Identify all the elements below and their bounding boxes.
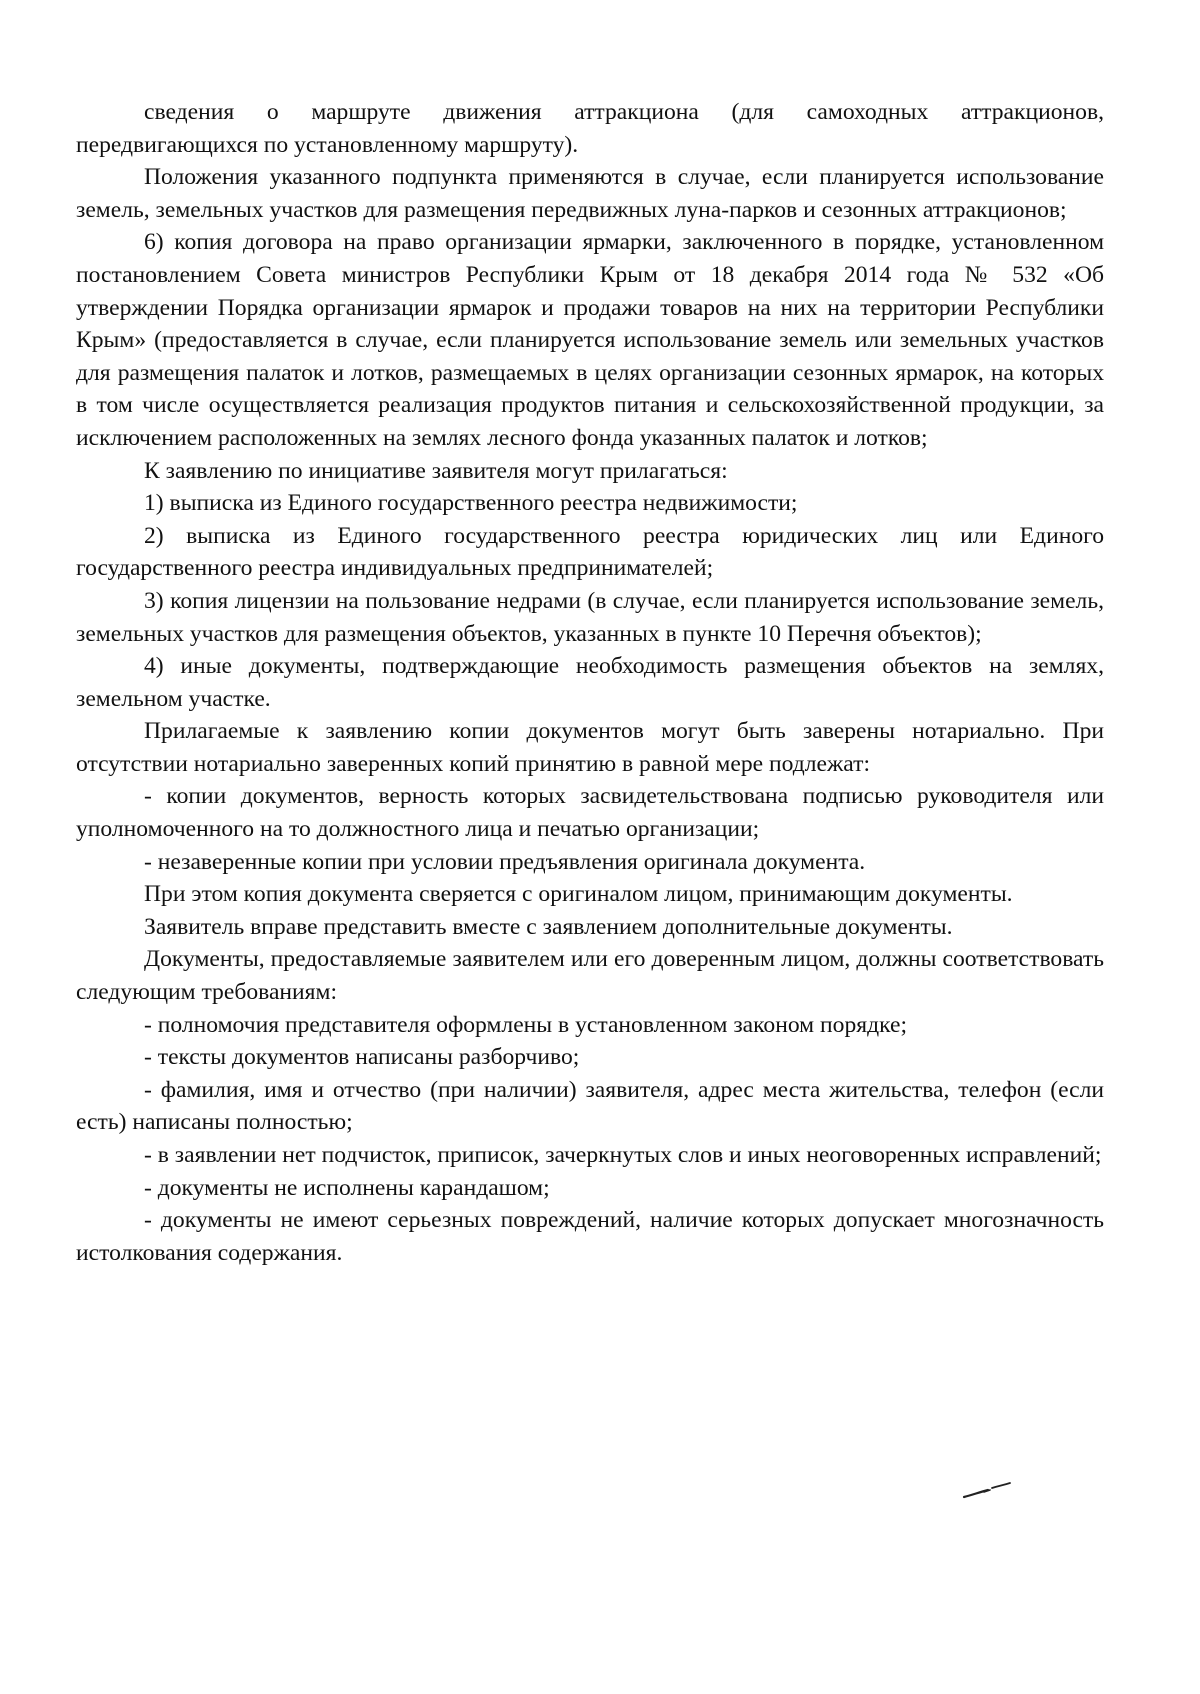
- paragraph-uncertified-copies: - незаверенные копии при условии предъявления оригинала документа.: [144, 848, 866, 875]
- paragraph-requirement-legible: - тексты документов написаны разборчиво;: [144, 1044, 580, 1071]
- paragraph-item-2-legal-entities-extract: 2) выписка из Единого государственного реестра юридических лиц или Единого государственного реестра индивидуальных предпринимателей;: [76, 522, 1104, 582]
- paragraph-requirement-no-damage: - документы не имеют серьезных повреждений, наличие которых допускает многозначность истолкования содержания.: [76, 1207, 1104, 1266]
- paragraph-item-3-subsoil-license: 3) копия лицензии на пользование недрами (в случае, если планируется использование земель, земельных участков для размещения объектов, указанных в пункте 10 Перечня объектов);: [76, 587, 1104, 647]
- paragraph-requirement-no-pencil: - документы не исполнены карандашом;: [144, 1174, 550, 1201]
- paragraph-requirement-authority: - полномочия представителя оформлены в установленном законом порядке;: [144, 1011, 907, 1038]
- paragraph-requirements-intro: Документы, предоставляемые заявителем или его доверенным лицом, должны соответствовать следующим требованиям:: [76, 946, 1104, 1006]
- document-page: [76, 96, 1104, 1269]
- paragraph-item-4-other-documents: 4) иные документы, подтверждающие необходимость размещения объектов на землях, земельном участке.: [76, 653, 1104, 712]
- paragraph-subclause-application: Положения указанного подпункта применяются в случае, если планируется использование земель, земельных участков для размещения передвижных луна-парков и сезонных аттракционов;: [76, 164, 1104, 223]
- paragraph-requirement-no-corrections: - в заявлении нет подчисток, приписок, зачеркнутых слов и иных неоговоренных исправлений;: [144, 1142, 1102, 1168]
- paragraph-item-1-real-estate-extract: 1) выписка из Единого государственного реестра недвижимости;: [144, 490, 798, 517]
- handwritten-initials-mark-icon: [962, 1478, 1022, 1502]
- paragraph-notarized-copies: Прилагаемые к заявлению копии документов могут быть заверены нотариально. При отсутствии нотариально заверенных копий принятию в равной мере подлежат:: [76, 718, 1104, 777]
- paragraph-certified-copies: - копии документов, верность которых засвидетельствована подписью руководителя или уполномоченного на то должностного лица и печатью организации;: [76, 783, 1104, 843]
- paragraph-requirement-full-name: - фамилия, имя и отчество (при наличии) заявителя, адрес места жительства, телефон (если есть) написаны полностью;: [76, 1076, 1104, 1136]
- paragraph-additional-documents: Заявитель вправе представить вместе с заявлением дополнительные документы.: [144, 913, 953, 940]
- paragraph-optional-attachments-intro: К заявлению по инициативе заявителя могут прилагаться:: [144, 457, 728, 484]
- paragraph-copy-verification: При этом копия документа сверяется с оригиналом лицом, принимающим документы.: [144, 881, 1013, 908]
- paragraph-item-6-fair-contract: 6) копия договора на право организации ярмарки, заключенного в порядке, установленном постановлением Совета министров Республики Крым от 18 декабря 2014 года № 532 «Об утверждении Порядка организации ярмарок и продажи товаров на них на территории Республики Крым» (предоставляется в случае, если планируется использование земель или земельных участков для размещения палаток и лотков, размещаемых в целях организации сезонных ярмарок, на которых в том числе осуществляется реализация продуктов питания и сельскохозяйственной продукции, за исключением расположенных на землях лесного фонда указанных палаток и лотков;: [76, 229, 1104, 451]
- paragraph-route-info: сведения о маршруте движения аттракциона (для самоходных аттракционов, передвигающихся по установленному маршруту).: [76, 99, 1104, 158]
